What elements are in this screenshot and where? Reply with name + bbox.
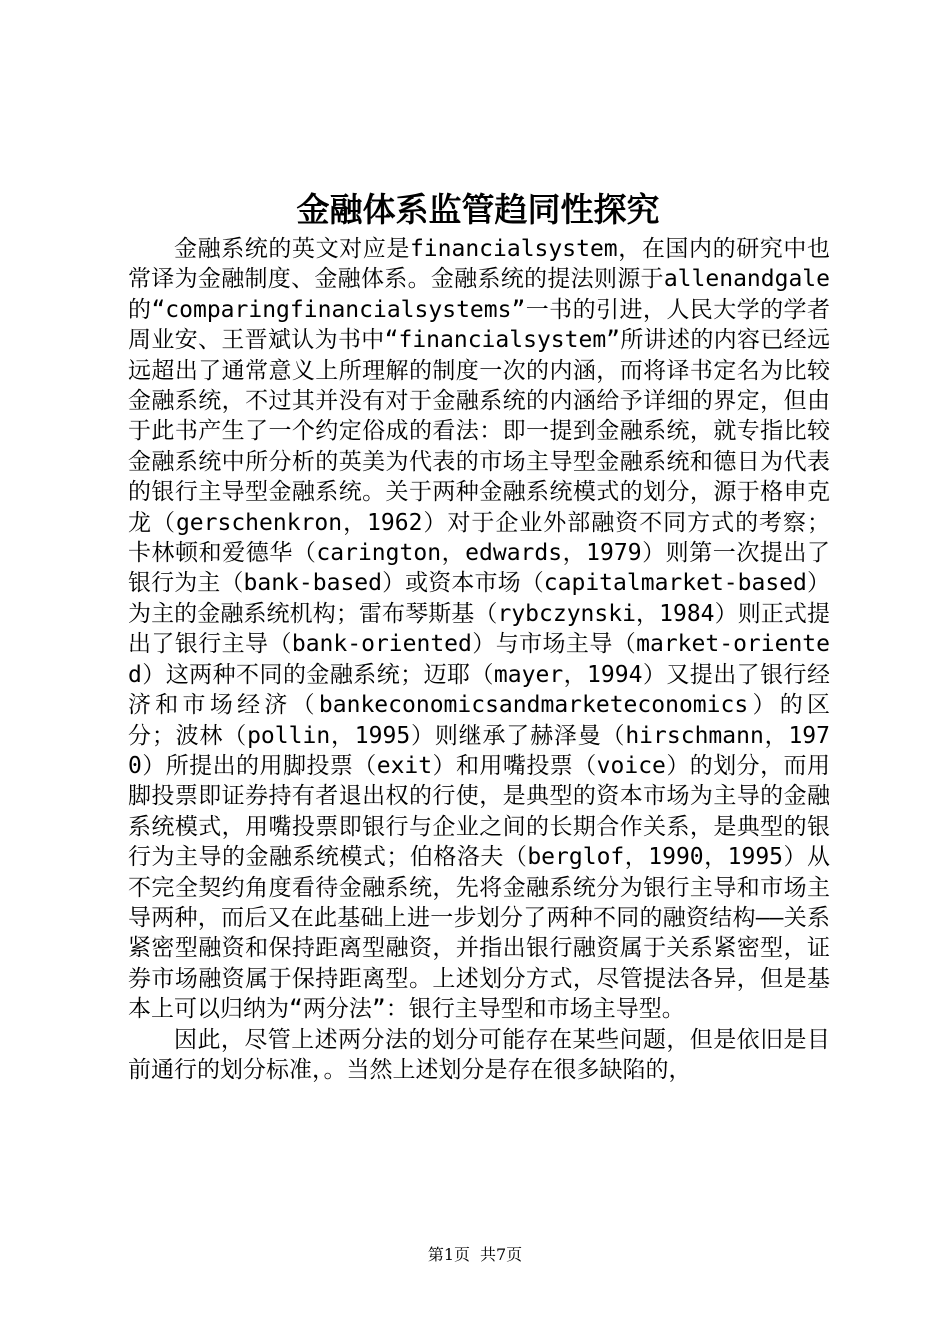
document-title: 金融体系监管趋同性探究 bbox=[296, 190, 660, 229]
document-body bbox=[128, 234, 830, 1085]
page-number: 第1页 bbox=[427, 1245, 470, 1264]
page-footer bbox=[0, 1245, 950, 1265]
paragraph-2: 因此，尽管上述两分法的划分可能存在某些问题，但是依旧是目前通行的划分标准，。当然上述划分是存在很多缺陷的， bbox=[128, 1026, 830, 1083]
page-total: 共7页 bbox=[480, 1245, 523, 1264]
paragraph-1: 金融系统的英文对应是financialsystem，在国内的研究中也常译为金融制度、金融体系。金融系统的提法则源于allenandgale的“comparingfinancialsystems”一书的引进，人民大学的学者周业安、王晋斌认为书中“financialsystem”所讲述的内容已经远远超出了通常意义上所理解的制度一次的内涵，而将译书定名为比较金融系统，不过其并没有对于金融系统的内涵给予详细的界定，但由于此书产生了一个约定俗成的看法：即一提到金融系统，就专指比较金融系统中所分析的英美为代表的市场主导型金融系统和德日为代表的银行主导型金融系统。关于两种金融系统模式的划分，源于格申克龙（gerschenkron，1962）对于企业外部融资不同方式的考察；卡林顿和爱德华（carington，edwards，1979）则第一次提出了银行为主（bank-based）或资本市场（capitalmarket-based）为主的金融系统机构；雷布琴斯基（rybczynski，1984）则正式提出了银行主导（bank-oriented）与市场主导（market-oriented）这两种不同的金融系统；迈耶（mayer，1994）又提出了银行经济和市场经济（bankeconomicsandmarketeconomics）的区分；波林（pollin，1995）则继承了赫泽曼（hirschmann，1970）所提出的用脚投票（exit）和用嘴投票（voice）的划分，而用脚投票即证券持有者退出权的行使，是典型的资本市场为主导的金融系统模式，用嘴投票即银行与企业之间的长期合作关系，是典型的银行为主导的金融系统模式；伯格洛夫（berglof，1990，1995）从不完全契约角度看待金融系统，先将金融系统分为银行主导和市场主导两种，而后又在此基础上进一步划分了两种不同的融资结构——关系紧密型融资和保持距离型融资，并指出银行融资属于关系紧密型，证券市场融资属于保持距离型。上述划分方式，尽管提法各异，但是基本上可以归纳为“两分法”：银行主导型和市场主导型。 bbox=[128, 236, 830, 1023]
